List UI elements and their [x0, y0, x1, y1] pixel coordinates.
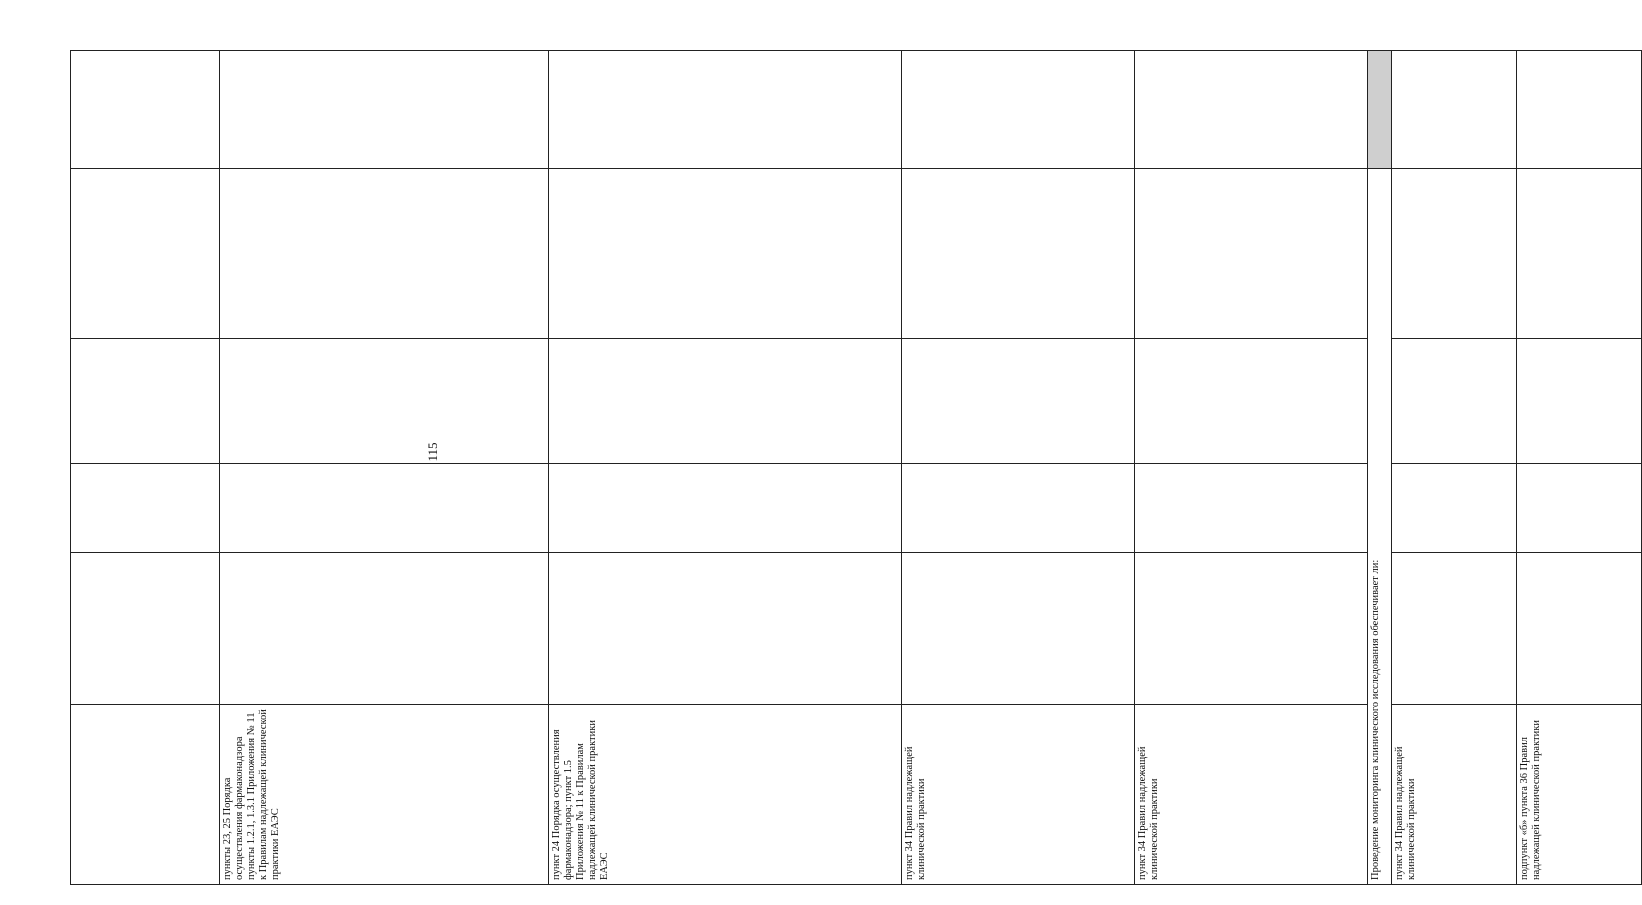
answer-cell-na [71, 338, 220, 463]
answer-cell-na [549, 338, 902, 463]
comment-cell [1392, 169, 1517, 339]
answer-cell-no [71, 464, 220, 553]
extra-cell [71, 51, 220, 169]
comment-cell [1135, 169, 1368, 339]
comment-cell [549, 169, 902, 339]
comment-cell [71, 169, 220, 339]
shaded-cell [1368, 51, 1392, 169]
extra-cell [902, 51, 1135, 169]
answer-cell-no [549, 464, 902, 553]
answer-cell-yes [549, 552, 902, 704]
answer-cell-na [1517, 338, 1642, 463]
answer-cell-yes [220, 552, 549, 704]
reference-cell: пункт 24 Порядка осуществления фармаконадзора; пункт 1.5 Приложения № 11 к Правилам надлежащей клинической практики ЕАЭС [549, 704, 902, 884]
checklist-table [70, 50, 1642, 885]
section-title-cell [1368, 169, 1392, 885]
table-row [1517, 51, 1642, 885]
comment-cell [1517, 169, 1642, 339]
answer-cell-no [220, 464, 549, 553]
answer-cell-na [220, 338, 549, 463]
answer-cell-yes [1392, 552, 1517, 704]
table-row [1135, 51, 1368, 885]
reference-cell: пункты 23, 25 Порядка осуществления фармаконадзора пункты 1.2.1, 1.3.1 Приложения № 11 к Правилам надлежащей клинической практики ЕАЭС [220, 704, 549, 884]
reference-cell: пункт 34 Правил надлежащей клинической практики [1392, 704, 1517, 884]
answer-cell-yes [1135, 552, 1368, 704]
table-row [220, 51, 549, 885]
table-row [1392, 51, 1517, 885]
table-row [71, 51, 220, 885]
answer-cell-yes [902, 552, 1135, 704]
comment-cell [902, 169, 1135, 339]
extra-cell [220, 51, 549, 169]
table-row [902, 51, 1135, 885]
answer-cell-na [1135, 338, 1368, 463]
extra-cell [1135, 51, 1368, 169]
reference-cell: пункт 34 Правил надлежащей клинической практики [902, 704, 1135, 884]
answer-cell-na [902, 338, 1135, 463]
table-row [549, 51, 902, 885]
answer-cell-yes [1517, 552, 1642, 704]
extra-cell [1517, 51, 1642, 169]
extra-cell [1392, 51, 1517, 169]
answer-cell-na [1392, 338, 1517, 463]
section-row [1368, 51, 1392, 885]
extra-cell [549, 51, 902, 169]
rotated-table-container [70, 50, 1542, 885]
answer-cell-yes [71, 552, 220, 704]
reference-cell: подпункт «б» пункта 36 Правил надлежащей клинической практики [1517, 704, 1642, 884]
reference-cell [71, 704, 220, 884]
answer-cell-no [902, 464, 1135, 553]
answer-cell-no [1392, 464, 1517, 553]
page-number: 115 [425, 442, 440, 462]
section-title: Проведение мониторинга клинического исследования обеспечивает ли: [1370, 559, 1381, 880]
reference-cell: пункт 34 Правил надлежащей клинической практики [1135, 704, 1368, 884]
answer-cell-no [1135, 464, 1368, 553]
comment-cell [220, 169, 549, 339]
answer-cell-no [1517, 464, 1642, 553]
